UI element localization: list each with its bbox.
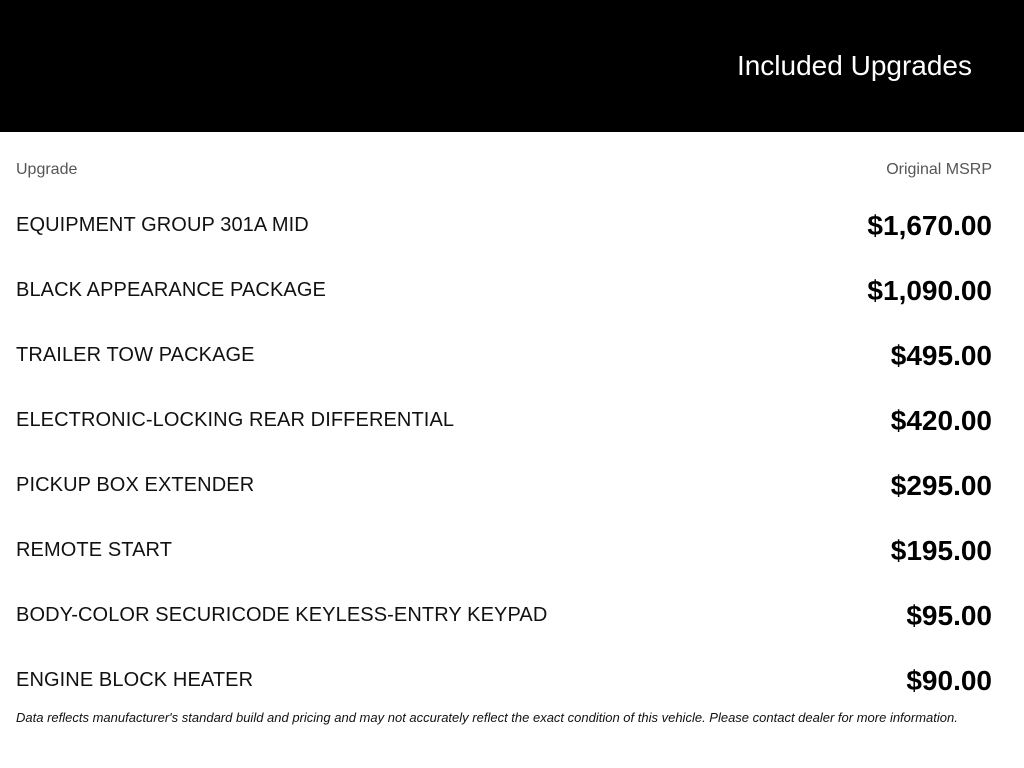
- upgrade-name: EQUIPMENT GROUP 301A MID: [16, 214, 309, 236]
- upgrade-name: PICKUP BOX EXTENDER: [16, 474, 255, 496]
- header-banner: [0, 0, 1024, 132]
- upgrade-price: $495.00: [890, 339, 992, 371]
- upgrade-name: BODY-COLOR SECURICODE KEYLESS-ENTRY KEYPAD: [16, 604, 548, 626]
- table-row: [16, 648, 992, 713]
- table-row: [16, 388, 992, 453]
- disclaimer-text: Data reflects manufacturer's standard build and pricing and may not accurately reflect the exact condition of this vehicle. Please contact dealer for more information.: [16, 710, 958, 725]
- table-row: [16, 583, 992, 648]
- table-row: [16, 258, 992, 323]
- column-header-msrp: Original MSRP: [886, 161, 992, 178]
- upgrade-price: $420.00: [890, 404, 992, 436]
- upgrade-name: BLACK APPEARANCE PACKAGE: [16, 279, 326, 301]
- upgrade-price: $90.00: [906, 664, 992, 696]
- table-row: [16, 323, 992, 388]
- upgrade-price: $295.00: [890, 469, 992, 501]
- upgrade-rows: [16, 193, 992, 713]
- upgrade-price: $195.00: [890, 534, 992, 566]
- table-row: [16, 453, 992, 518]
- upgrade-name: TRAILER TOW PACKAGE: [16, 344, 255, 366]
- upgrade-price: $95.00: [906, 599, 992, 631]
- upgrade-name: ELECTRONIC-LOCKING REAR DIFFERENTIAL: [16, 409, 455, 431]
- column-headers: [16, 158, 992, 182]
- upgrade-name: REMOTE START: [16, 539, 173, 561]
- table-row: [16, 518, 992, 583]
- upgrade-price: $1,670.00: [867, 209, 992, 241]
- upgrades-table: [16, 158, 992, 713]
- upgrade-price: $1,090.00: [867, 274, 992, 306]
- table-row: [16, 193, 992, 258]
- page-title: Included Upgrades: [736, 50, 972, 81]
- column-header-upgrade: Upgrade: [16, 161, 78, 178]
- upgrade-name: ENGINE BLOCK HEATER: [16, 669, 254, 691]
